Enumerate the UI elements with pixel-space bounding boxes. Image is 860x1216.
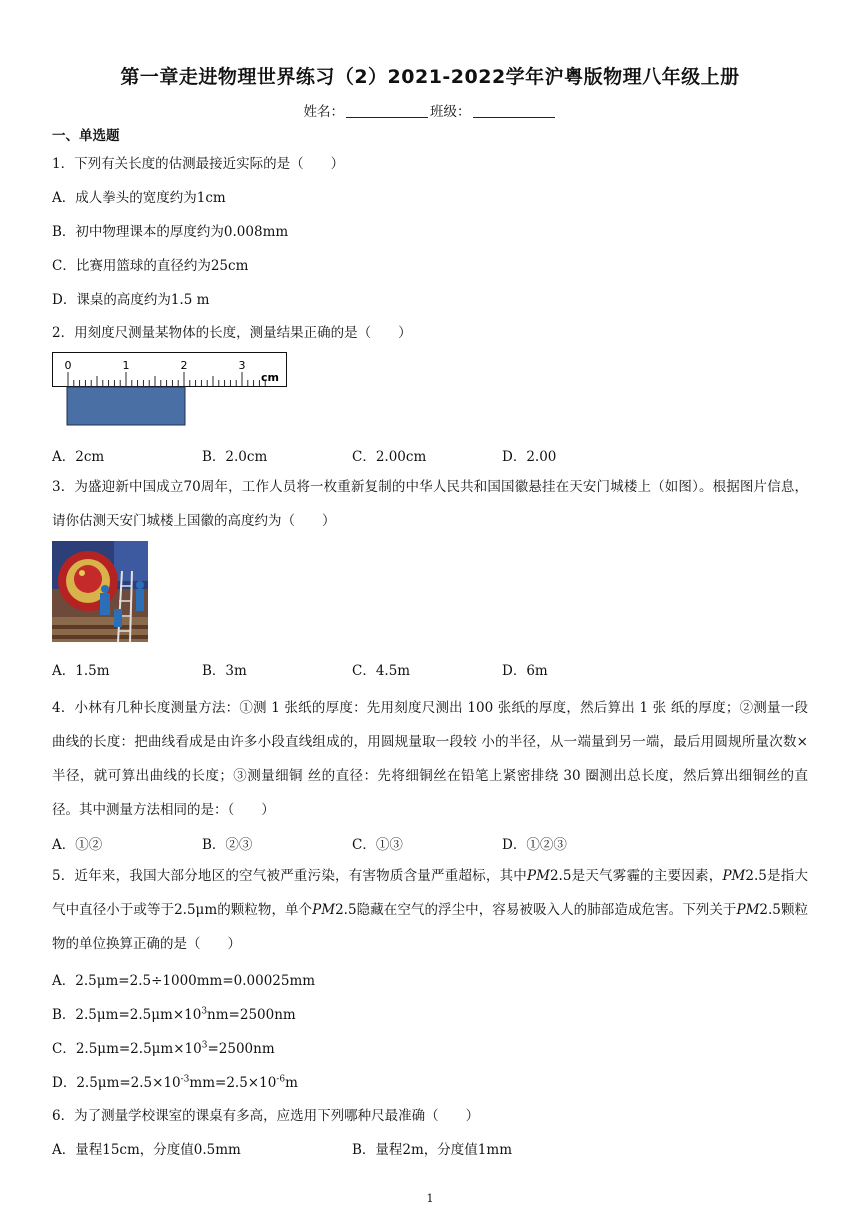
q4-stem: 4．小林有几种长度测量方法：①测 1 张纸的厚度：先用刻度尺测出 100 张纸的厚度，然后算出 1 张 纸的厚度；②测量一段曲线的长度：把曲线看成是由许多小段直线组成的，用圆规量取一段较 小的半径，从一端量到另一端，最后用圆规所量次数×半径，就可算出曲线的长度；③测量细铜 丝的直径：先将细铜丝在铅笔上紧密排绕 30 圈测出总长度，然后算出细铜丝的直径。其中测量方法相同的是：（ ） xyxy=(52,700,808,818)
q3-stem: 3．为盛迎新中国成立70周年，工作人员将一枚重新复制的中华人民共和国国徽悬挂在天安门城楼上（如图）。根据图片信息，请你估测天安门城楼上国徽的高度约为（ ） xyxy=(52,479,808,529)
name-blank[interactable] xyxy=(346,103,428,118)
q2-option-d: D．2.00 xyxy=(502,449,557,465)
ruler-label-2: 2 xyxy=(180,359,188,372)
q4-options xyxy=(52,833,652,853)
q1-option-b: B．初中物理课本的厚度约为0.008mm xyxy=(52,224,289,240)
ruler-label-1: 1 xyxy=(122,359,130,372)
ruler-figure xyxy=(52,352,292,427)
q6-options xyxy=(52,1138,652,1158)
tiananmen-emblem-photo xyxy=(52,541,148,642)
q2-option-a: A．2cm xyxy=(52,449,105,465)
class-blank[interactable] xyxy=(473,103,555,118)
q5-stem: 5．近年来，我国大部分地区的空气被严重污染，有害物质含量严重超标，其中PM2.5是天气雾霾的主要因素，PM2.5是指大气中直径小于或等于2.5μm的颗粒物，单个PM2.5隐藏在空气的浮尘中，容易被吸入人的肺部造成危害。下列关于PM2.5颗粒物的单位换算正确的是（ ） xyxy=(52,868,809,952)
ruler-label-0: 0 xyxy=(64,359,72,372)
q3-options xyxy=(52,659,652,679)
q2-option-c: C．2.00cm xyxy=(352,449,427,465)
measured-block xyxy=(67,387,185,425)
q5-option-a: A．2.5μm=2.5÷1000mm=0.00025mm xyxy=(52,973,316,989)
q5-option-d: D．$2.5\mu m=2.5\times 10^{-3}mm=2.5\times 10^{-6}m$ xyxy=(52,1074,298,1091)
q4-option-d: D．①②③ xyxy=(502,837,567,853)
q3-option-b: B．3m xyxy=(202,663,247,679)
q6-option-a: A．量程15cm，分度值0.5mm xyxy=(52,1142,241,1158)
q2-stem: 2．用刻度尺测量某物体的长度，测量结果正确的是（ ） xyxy=(52,325,412,341)
q6-stem: 6．为了测量学校课室的课桌有多高，应选用下列哪种尺最准确（ ） xyxy=(52,1108,480,1124)
worksheet-title: 第一章走进物理世界练习（2）2021-2022学年沪粤版物理八年级上册 xyxy=(120,66,740,88)
class-label: 班级： xyxy=(430,104,471,120)
q4-option-b: B．②③ xyxy=(202,837,253,853)
ruler-body xyxy=(53,353,287,387)
q2-option-b: B．2.0cm xyxy=(202,449,268,465)
ruler-unit: cm xyxy=(261,371,279,384)
q3-option-d: D．6m xyxy=(502,663,548,679)
q6-option-b: B．量程2m，分度值1mm xyxy=(352,1142,513,1158)
page-number: 1 xyxy=(426,1192,434,1205)
name-label: 姓名： xyxy=(303,104,344,120)
q5-option-b: B．$2.5\mu m=2.5\mu m\times 10^3nm=2500nm$ xyxy=(52,1006,296,1023)
q3-option-c: C．4.5m xyxy=(352,663,411,679)
q4-option-c: C．①③ xyxy=(352,837,403,853)
q2-options xyxy=(52,445,652,465)
ruler-label-3: 3 xyxy=(238,359,246,372)
q5-option-c: C．$2.5\mu m=2.5\mu m\times 10^3=2500nm$ xyxy=(52,1040,275,1057)
q1-option-d: D．课桌的高度约为1.5 m xyxy=(52,292,210,308)
q4-option-a: A．①② xyxy=(52,837,103,853)
q1-option-c: C．比赛用篮球的直径约为25cm xyxy=(52,258,249,274)
q1-stem: 1．下列有关长度的估测最接近实际的是（ ） xyxy=(52,156,345,172)
name-class-line xyxy=(0,100,860,120)
q3-option-a: A．1.5m xyxy=(52,663,110,679)
q1-option-a: A．成人拳头的宽度约为1cm xyxy=(52,190,226,206)
section-heading: 一、单选题 xyxy=(52,128,120,144)
